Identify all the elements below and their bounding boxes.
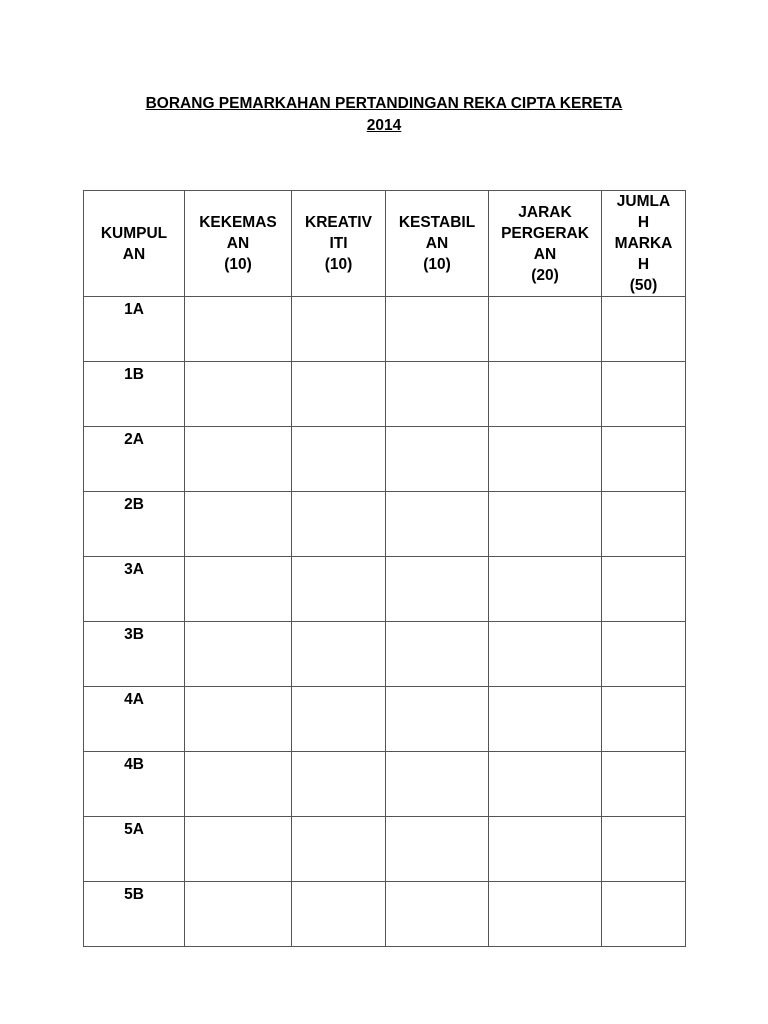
document-title bbox=[0, 93, 768, 137]
score-cell-kestabilan[interactable] bbox=[386, 882, 489, 947]
score-cell-jarak[interactable] bbox=[489, 687, 602, 752]
table-row bbox=[84, 622, 686, 687]
score-cell-kekemasan[interactable] bbox=[185, 622, 292, 687]
score-cell-jarak[interactable] bbox=[489, 817, 602, 882]
header-jumlah-points: (50) bbox=[629, 277, 658, 294]
header-kekemasan-line-1: KEKEMAS bbox=[199, 214, 277, 231]
table-row bbox=[84, 752, 686, 817]
score-cell-jarak[interactable] bbox=[489, 622, 602, 687]
table-row bbox=[84, 492, 686, 557]
header-kreativiti-line-1: KREATIV bbox=[305, 214, 372, 231]
score-cell-kekemasan[interactable] bbox=[185, 557, 292, 622]
header-kumpulan bbox=[84, 191, 185, 297]
score-cell-kreativiti[interactable] bbox=[292, 752, 386, 817]
header-kekemasan-line-2: AN bbox=[226, 235, 250, 252]
score-cell-jumlah[interactable] bbox=[602, 362, 686, 427]
score-cell-jarak[interactable] bbox=[489, 362, 602, 427]
score-cell-kekemasan[interactable] bbox=[185, 297, 292, 362]
header-jumlah-markah bbox=[602, 191, 686, 297]
score-cell-jumlah[interactable] bbox=[602, 427, 686, 492]
score-cell-kreativiti[interactable] bbox=[292, 557, 386, 622]
score-cell-kestabilan[interactable] bbox=[386, 492, 489, 557]
header-kestabilan-line-1: KESTABIL bbox=[398, 214, 476, 231]
score-table bbox=[83, 190, 686, 947]
score-cell-kreativiti[interactable] bbox=[292, 427, 386, 492]
table-row bbox=[84, 297, 686, 362]
score-cell-jarak[interactable] bbox=[489, 752, 602, 817]
score-cell-kreativiti[interactable] bbox=[292, 882, 386, 947]
group-label: 5A bbox=[84, 817, 185, 882]
group-label: 2A bbox=[84, 427, 185, 492]
header-kreativiti-points: (10) bbox=[324, 256, 353, 273]
header-jarak-line-2: PERGERAK bbox=[501, 224, 589, 242]
table-row bbox=[84, 687, 686, 752]
score-cell-kreativiti[interactable] bbox=[292, 492, 386, 557]
score-cell-kestabilan[interactable] bbox=[386, 557, 489, 622]
score-cell-jarak[interactable] bbox=[489, 557, 602, 622]
group-label: 5B bbox=[84, 882, 185, 947]
score-cell-kestabilan[interactable] bbox=[386, 362, 489, 427]
score-cell-kestabilan[interactable] bbox=[386, 622, 489, 687]
header-jarak-line-3: AN bbox=[533, 245, 557, 263]
title-line-1: BORANG PEMARKAHAN PERTANDINGAN REKA CIPTA KERETA bbox=[145, 95, 623, 112]
score-cell-jumlah[interactable] bbox=[602, 752, 686, 817]
score-cell-kestabilan[interactable] bbox=[386, 752, 489, 817]
group-label: 1A bbox=[84, 297, 185, 362]
group-label: 4A bbox=[84, 687, 185, 752]
header-jumlah-line-3: MARKA bbox=[614, 235, 673, 252]
table-row bbox=[84, 362, 686, 427]
score-cell-kreativiti[interactable] bbox=[292, 297, 386, 362]
score-cell-jarak[interactable] bbox=[489, 882, 602, 947]
score-cell-kreativiti[interactable] bbox=[292, 817, 386, 882]
score-cell-jumlah[interactable] bbox=[602, 817, 686, 882]
header-kekemasan bbox=[185, 191, 292, 297]
header-kekemasan-points: (10) bbox=[224, 256, 252, 273]
table-row bbox=[84, 817, 686, 882]
header-jarak-pergerakan bbox=[489, 191, 602, 297]
header-jarak-points: (20) bbox=[531, 266, 559, 284]
score-cell-jumlah[interactable] bbox=[602, 557, 686, 622]
table-row bbox=[84, 557, 686, 622]
score-cell-kekemasan[interactable] bbox=[185, 427, 292, 492]
score-cell-kestabilan[interactable] bbox=[386, 427, 489, 492]
group-label: 1B bbox=[84, 362, 185, 427]
score-cell-kekemasan[interactable] bbox=[185, 817, 292, 882]
score-cell-kreativiti[interactable] bbox=[292, 362, 386, 427]
group-label: 3A bbox=[84, 557, 185, 622]
score-cell-kreativiti[interactable] bbox=[292, 687, 386, 752]
group-label: 2B bbox=[84, 492, 185, 557]
group-label: 3B bbox=[84, 622, 185, 687]
score-cell-jarak[interactable] bbox=[489, 492, 602, 557]
score-table-body bbox=[84, 297, 686, 947]
header-kestabilan bbox=[386, 191, 489, 297]
score-cell-jumlah[interactable] bbox=[602, 882, 686, 947]
score-cell-jumlah[interactable] bbox=[602, 492, 686, 557]
score-cell-jarak[interactable] bbox=[489, 427, 602, 492]
header-kestabilan-line-2: AN bbox=[425, 235, 449, 252]
score-cell-kekemasan[interactable] bbox=[185, 492, 292, 557]
title-line-2: 2014 bbox=[366, 117, 402, 134]
header-jarak-line-1: JARAK bbox=[518, 203, 572, 221]
header-row bbox=[84, 191, 686, 297]
score-cell-kekemasan[interactable] bbox=[185, 362, 292, 427]
score-cell-kekemasan[interactable] bbox=[185, 687, 292, 752]
header-kumpulan-line-1: KUMPUL bbox=[100, 224, 168, 242]
header-kestabilan-points: (10) bbox=[423, 256, 451, 273]
score-cell-jumlah[interactable] bbox=[602, 297, 686, 362]
score-cell-kekemasan[interactable] bbox=[185, 882, 292, 947]
score-cell-jumlah[interactable] bbox=[602, 622, 686, 687]
score-cell-kestabilan[interactable] bbox=[386, 817, 489, 882]
score-cell-jumlah[interactable] bbox=[602, 687, 686, 752]
header-kumpulan-line-2: AN bbox=[122, 245, 146, 263]
score-cell-kestabilan[interactable] bbox=[386, 687, 489, 752]
header-jumlah-line-2: H bbox=[637, 214, 650, 231]
group-label: 4B bbox=[84, 752, 185, 817]
score-cell-kekemasan[interactable] bbox=[185, 752, 292, 817]
score-cell-jarak[interactable] bbox=[489, 297, 602, 362]
header-jumlah-line-4: H bbox=[637, 256, 650, 273]
header-jumlah-line-1: JUMLA bbox=[616, 193, 671, 210]
table-row bbox=[84, 882, 686, 947]
score-cell-kestabilan[interactable] bbox=[386, 297, 489, 362]
score-cell-kreativiti[interactable] bbox=[292, 622, 386, 687]
header-kreativiti-line-2: ITI bbox=[329, 235, 348, 252]
table-row bbox=[84, 427, 686, 492]
header-kreativiti bbox=[292, 191, 386, 297]
